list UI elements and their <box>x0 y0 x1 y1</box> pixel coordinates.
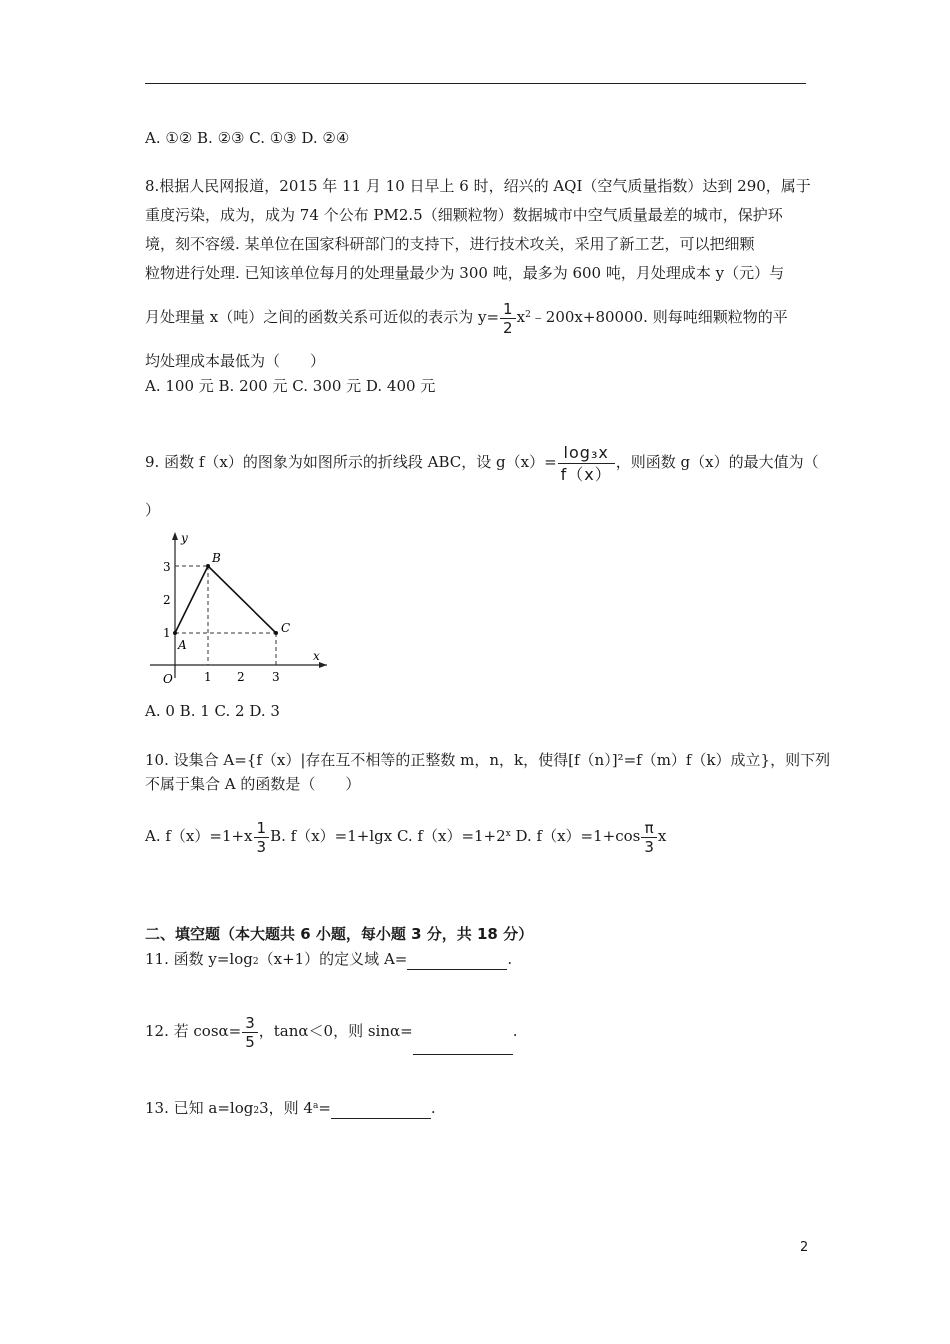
origin-label: O <box>163 672 173 686</box>
q11-text: （x+1）的定义域 A= <box>258 950 408 968</box>
q10-option-a-numerator: 1 <box>256 818 267 837</box>
q8-line-5 <box>145 292 788 342</box>
q10-option-d-denominator: 3 <box>644 837 654 856</box>
x-axis-arrow <box>319 662 327 668</box>
q8-fraction <box>500 300 516 337</box>
q10-option-b-c: B. f（x）=1+lgx C. f（x）=1+2 <box>270 827 506 845</box>
point-c <box>274 631 278 635</box>
q8-line-4: 粒物进行处理. 已知该单位每月的处理量最少为 300 吨，最多为 600 吨，月处理成本 y（元）与 <box>145 264 785 282</box>
q8-formula-exponent: 2 <box>525 310 531 320</box>
q10-option-a-denominator: 3 <box>256 837 267 856</box>
q9-fraction-numerator: log₃x <box>563 442 609 462</box>
point-b <box>206 564 210 568</box>
section-2-title: 二、填空题（本大题共 6 小题，每小题 3 分，共 18 分） <box>145 925 534 943</box>
q12-answer-blank[interactable] <box>413 1008 513 1055</box>
q10-line-1: 10. 设集合 A={f（x）|存在互不相等的正整数 m，n，k，使得[f（n）]²=f（m）f（k）成立}，则下列 <box>145 751 831 769</box>
q12 <box>145 1008 517 1055</box>
q12-fraction-denominator: 5 <box>245 1032 255 1051</box>
q12-prefix: 12. 若 cosα= <box>145 1022 242 1040</box>
q10-option-d-numerator: π <box>644 818 654 837</box>
x-axis-label: x <box>313 649 320 663</box>
q13 <box>145 1098 436 1119</box>
q12-end: . <box>512 1022 518 1040</box>
y-tick-1: 1 <box>163 626 171 640</box>
q8-line-3: 境，刻不容缓. 某单位在国家科研部门的支持下，进行技术攻关，采用了新工艺，可以把细颗 <box>145 235 755 253</box>
q13-log-base: 2 <box>253 1106 260 1116</box>
page-number: 2 <box>800 1240 809 1255</box>
q9-fraction <box>558 442 615 485</box>
q8-fraction-denominator: 2 <box>503 318 513 337</box>
q8-line-1: 8.根据人民网报道，2015 年 11 月 10 日早上 6 时，绍兴的 AQI（空气质量指数）达到 290，属于 <box>145 177 811 195</box>
point-a-label: A <box>178 638 187 652</box>
q10-option-d: D. f（x）=1+cos <box>510 827 641 845</box>
q11-prefix: 11. 函数 y=log <box>145 950 253 968</box>
q13-exponent: a <box>312 1101 319 1111</box>
q13-prefix: 13. 已知 a=log <box>145 1099 254 1117</box>
q10-option-a-fraction <box>254 819 270 856</box>
q9-line-1 <box>145 436 819 488</box>
q12-text: ，tanα＜0，则 sinα= <box>258 1022 413 1040</box>
q13-equals: = <box>318 1099 331 1117</box>
q8-line-2: 重度污染，成为，成为 74 个公布 PM2.5（细颗粒物）数据城市中空气质量最差的城市，保护环 <box>145 206 783 224</box>
q10-option-a: A. f（x）=1+x <box>145 827 253 845</box>
q10-line-2: 不属于集合 A 的函数是（ ） <box>145 775 361 793</box>
q8-line-6: 均处理成本最低为（ ） <box>145 352 326 370</box>
q9-fraction-denominator: f（x） <box>560 464 612 484</box>
q8-fraction-numerator: 1 <box>503 299 513 318</box>
q8-formula-suffix: ﹣200x+80000. 则每吨细颗粒物的平 <box>530 308 788 326</box>
q11 <box>145 949 512 970</box>
q10-option-c-exponent: x <box>505 829 511 839</box>
q12-fraction-numerator: 3 <box>245 1013 255 1032</box>
x-tick-1: 1 <box>204 670 212 684</box>
polyline-abc <box>175 566 276 633</box>
y-axis-arrow <box>172 532 178 540</box>
q12-fraction <box>242 1014 258 1051</box>
q9-options: A. 0 B. 1 C. 2 D. 3 <box>145 702 280 720</box>
q7-options: A. ①② B. ②③ C. ①③ D. ②④ <box>145 129 350 147</box>
y-tick-3: 3 <box>163 560 171 574</box>
q11-answer-blank[interactable] <box>407 949 507 970</box>
point-b-label: B <box>212 551 221 565</box>
q11-end: . <box>507 950 513 968</box>
q9-line-2: ） <box>145 501 161 519</box>
q13-end: . <box>430 1099 436 1117</box>
y-axis-label: y <box>181 531 188 545</box>
q8-formula-prefix: 月处理量 x（吨）之间的函数关系可近似的表示为 y= <box>145 308 500 326</box>
q8-formula-x: x <box>516 308 526 326</box>
q13-answer-blank[interactable] <box>331 1098 431 1119</box>
q9-suffix: ，则函数 g（x）的最大值为（ <box>615 453 819 471</box>
x-tick-2: 2 <box>237 670 245 684</box>
q10-option-d-suffix: x <box>657 827 667 845</box>
q9-prefix: 9. 函数 f（x）的图象为如图所示的折线段 ABC，设 g（x）= <box>145 453 557 471</box>
q8-options: A. 100 元 B. 200 元 C. 300 元 D. 400 元 <box>145 377 436 395</box>
point-a <box>173 631 177 635</box>
function-graph <box>145 528 335 688</box>
q10-option-d-fraction <box>641 819 657 856</box>
x-tick-3: 3 <box>272 670 280 684</box>
point-c-label: C <box>281 621 291 635</box>
q13-middle: 3，则 4 <box>259 1099 313 1117</box>
q10-options <box>145 808 666 864</box>
q11-log-base: 2 <box>252 957 259 967</box>
y-tick-2: 2 <box>163 593 171 607</box>
header-rule <box>145 83 806 84</box>
